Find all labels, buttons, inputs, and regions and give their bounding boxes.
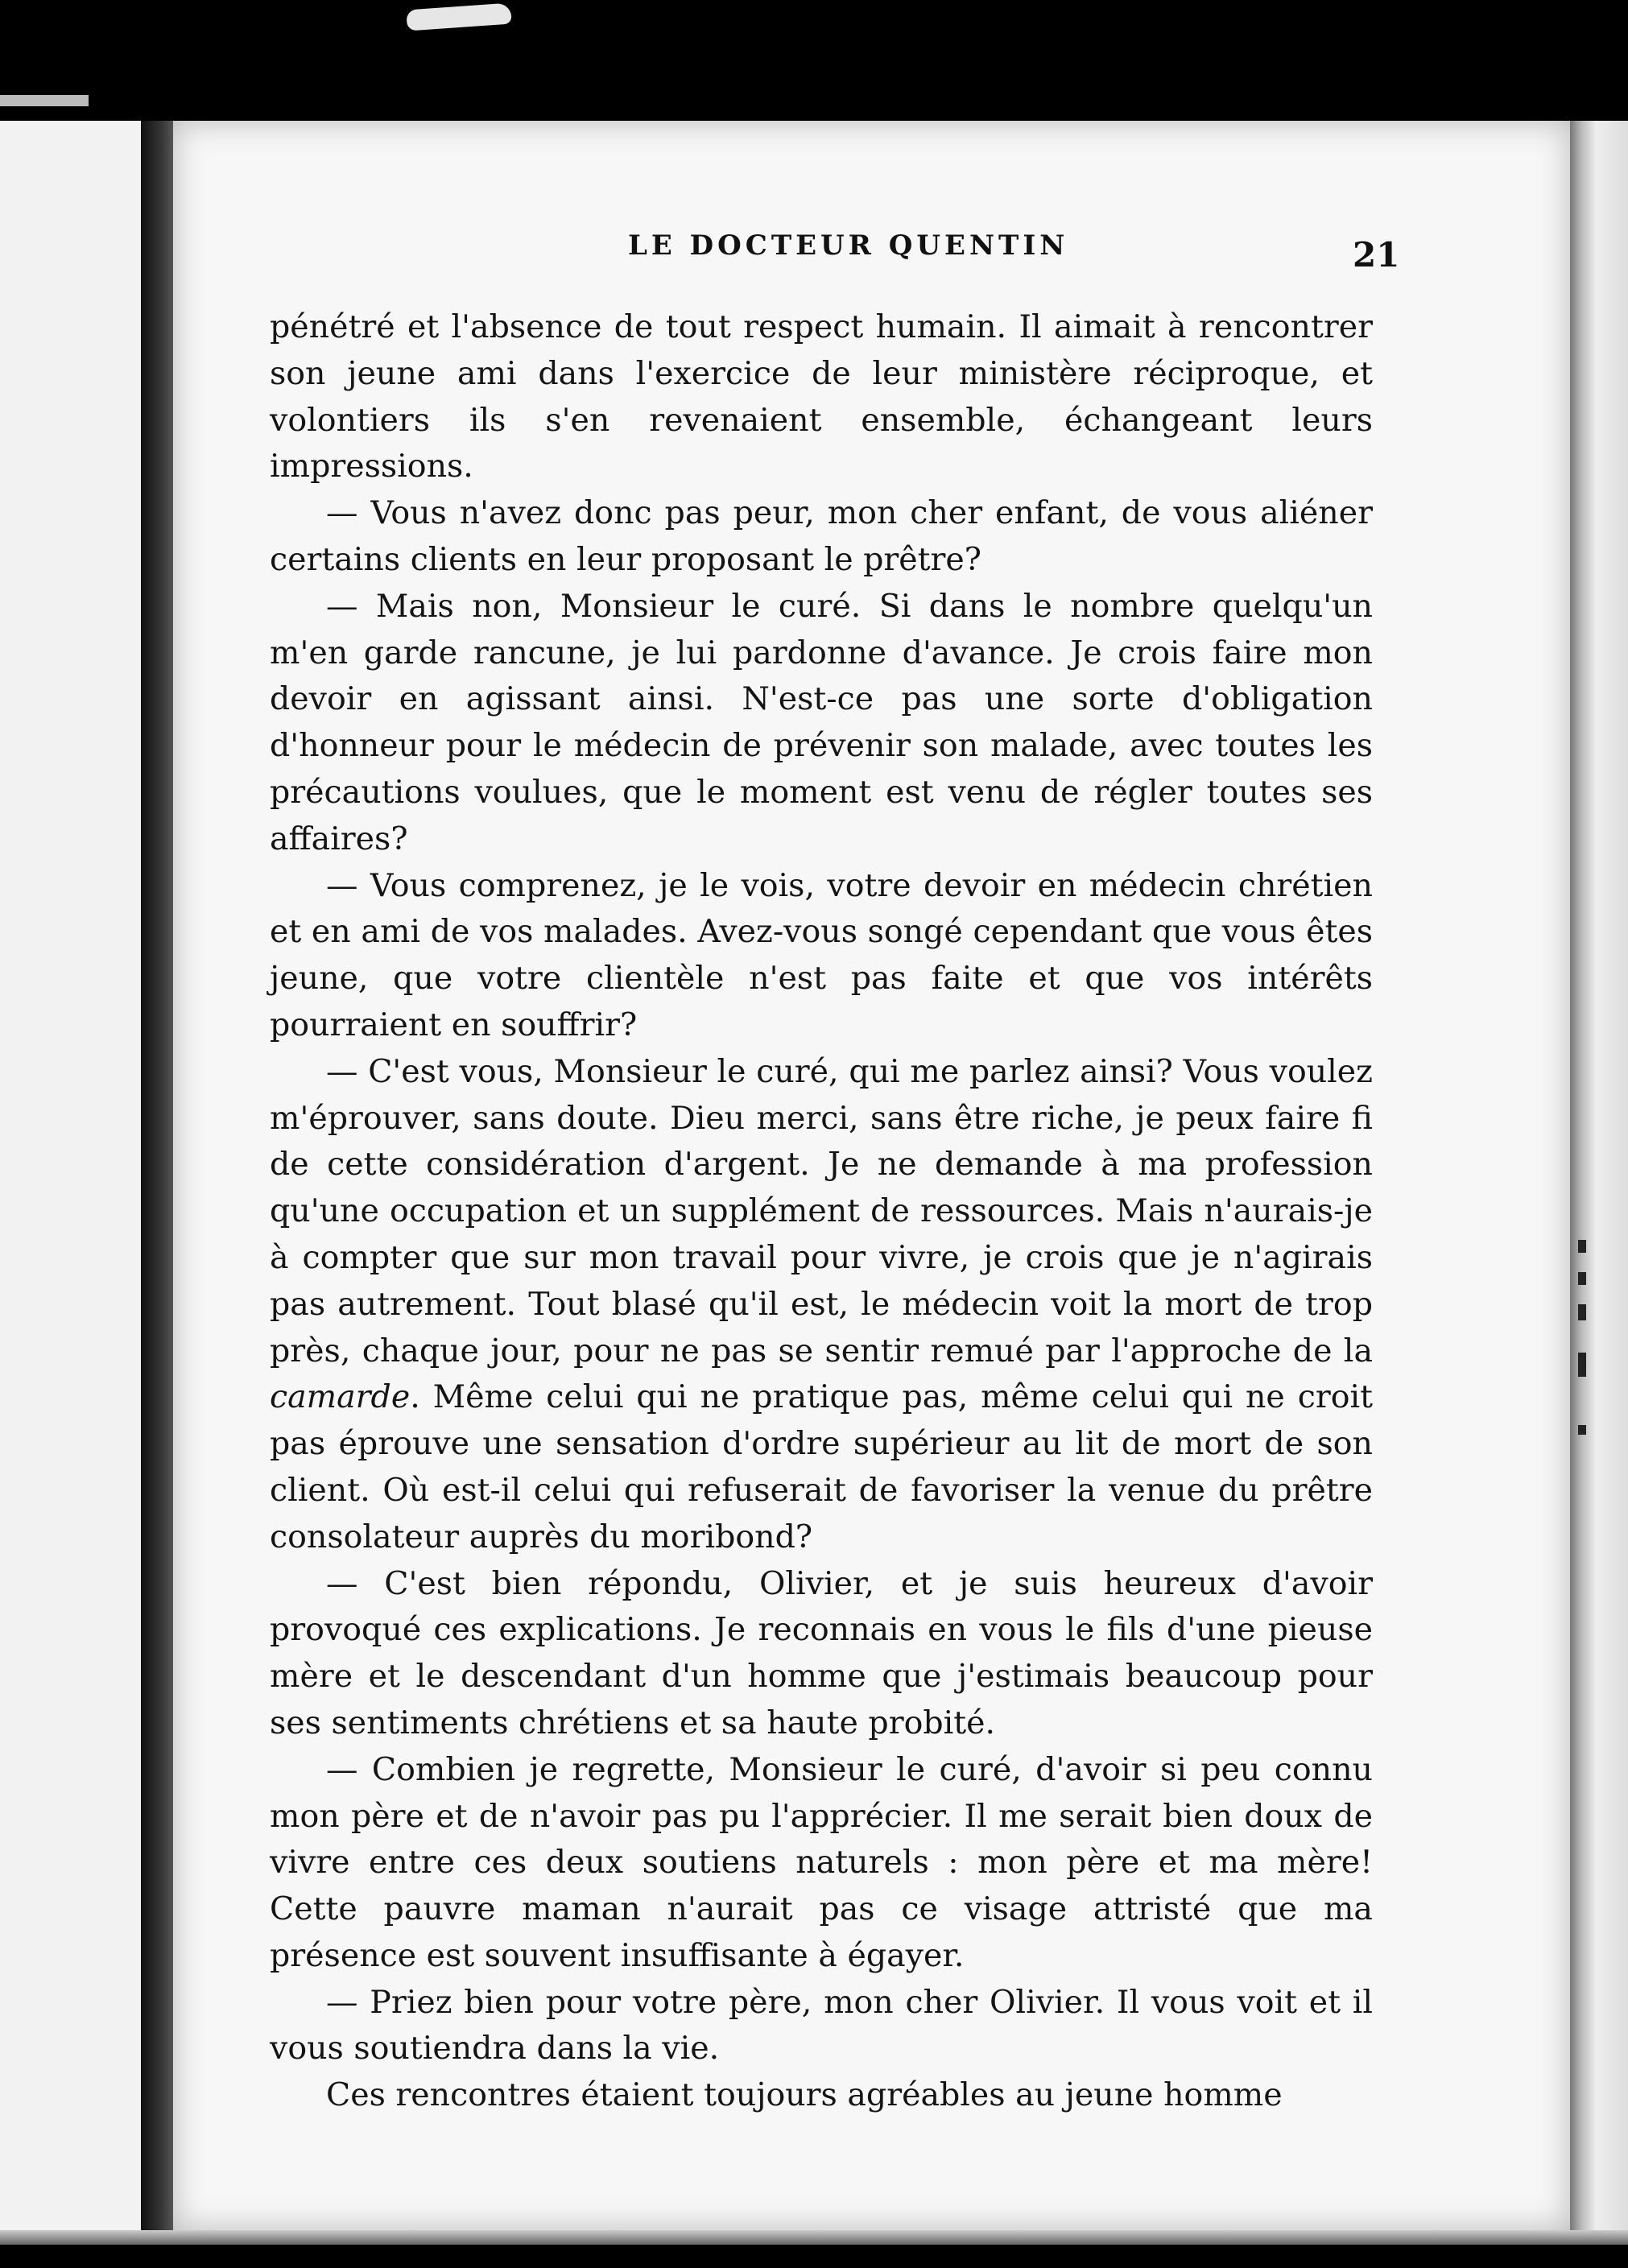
edge-mark — [1578, 1353, 1586, 1377]
right-page-edge — [1570, 121, 1628, 2230]
running-head: LE DOCTEUR QUENTIN — [628, 229, 1069, 262]
bottom-paper-edge — [0, 2230, 1628, 2245]
italic-word: camarde — [270, 1378, 411, 1416]
paragraph-text: . Même celui qui ne pratique pas, même celui qui ne croit pas éprouve une sensation d'ordre supérieur au lit de mort de son client. Où est-il celui qui refuserait de favoriser la venue du prêtre consolateur auprès du moribond? — [270, 1378, 1373, 1555]
facing-page-strip — [0, 121, 141, 2230]
paragraph: — Priez bien pour votre père, mon cher Olivier. Il vous voit et il vous soutiendra dans la vie. — [270, 1983, 1373, 2068]
body-text — [270, 304, 1373, 2119]
paragraph — [270, 1049, 1373, 1561]
bottom-border — [0, 2230, 1628, 2268]
gutter-shadow — [141, 121, 173, 2230]
edge-mark — [1578, 1240, 1586, 1253]
paragraph: — Mais non, Monsieur le curé. Si dans le nombre quelqu'un m'en garde rancune, je lui pardonne d'avance. Je crois faire mon devoir en agissant ainsi. N'est-ce pas une sorte d'obligation d'honneur pour le médecin de prévenir son malade, avec toutes les précautions voulues, que le moment est venu de régler toutes ses affaires? — [270, 587, 1373, 857]
paragraph: pénétré et l'absence de tout respect humain. Il aimait à rencontrer son jeune ami dans l'exercice de leur ministère réciproque, et volontiers ils s'en revenaient ensemble, échangeant leurs impressions. — [270, 308, 1373, 485]
paragraph: — C'est bien répondu, Olivier, et je suis heureux d'avoir provoqué ces explications. Je reconnais en vous le fils d'une pieuse mère et le descendant d'un homme que j'estimais beaucoup pour ses sentiments chrétiens et sa haute probité. — [270, 1564, 1373, 1741]
paragraph: Ces rencontres étaient toujours agréables au jeune homme — [326, 2076, 1283, 2114]
scan-artifact — [406, 2, 511, 31]
edge-mark — [1578, 1425, 1586, 1435]
paragraph: — Vous comprenez, je le vois, votre devoir en médecin chrétien et en ami de vos malades. Avez-vous songé cependant que vous êtes jeune, que votre clientèle n'est pas faite et que vos intérêts pourraient en souffrir? — [270, 866, 1373, 1043]
edge-mark — [1578, 1304, 1586, 1320]
edge-mark — [1578, 1272, 1586, 1285]
paragraph: — Combien je regrette, Monsieur le curé, d'avoir si peu connu mon père et de n'avoir pas pu l'apprécier. Il me serait bien doux de vivre entre ces deux soutiens naturels : mon père et ma mère! Cette pauvre maman n'aurait pas ce visage attristé que ma présence est souvent insuffisante à égayer. — [270, 1750, 1373, 1974]
margin-artifact — [0, 95, 89, 106]
paragraph-text: — C'est vous, Monsieur le curé, qui me parlez ainsi? Vous voulez m'éprouver, sans doute. Dieu merci, sans être riche, je peux faire fi de cette considération d'argent. Je ne demande à ma profession qu'une occupation et un supplément de ressources. Mais n'aurais-je à compter que sur mon travail pour vivre, je crois que je n'agirais pas autrement. Tout blasé qu'il est, le médecin voit la mort de trop près, chaque jour, pour ne pas se sentir remué par l'approche de la — [270, 1052, 1373, 1369]
page-number: 21 — [1353, 235, 1400, 275]
left-page-edge — [0, 121, 153, 2230]
paragraph: — Vous n'avez donc pas peur, mon cher enfant, de vous aliéner certains clients en leur proposant le prêtre? — [270, 494, 1373, 578]
